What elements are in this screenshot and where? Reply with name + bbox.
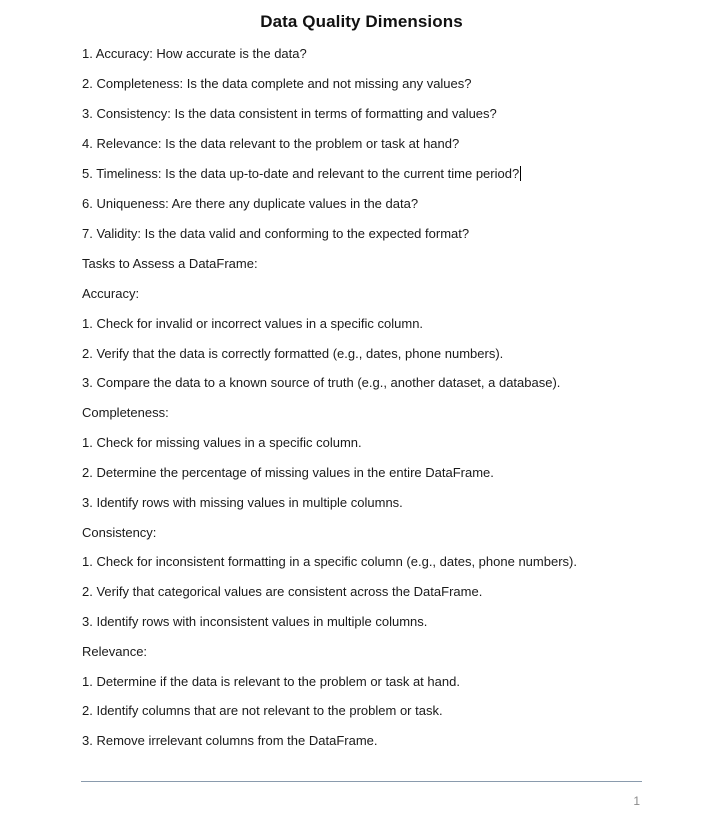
accuracy-task-2: 2. Verify that the data is correctly formatted (e.g., dates, phone numbers). (82, 346, 504, 361)
completeness-task-3: 3. Identify rows with missing values in multiple columns. (82, 495, 403, 510)
tasks-heading: Tasks to Assess a DataFrame: (82, 256, 258, 271)
completeness-task-2: 2. Determine the percentage of missing values in the entire DataFrame. (82, 465, 494, 480)
dimension-item-accuracy: 1. Accuracy: How accurate is the data? (82, 46, 307, 61)
dimension-item-timeliness-text: 5. Timeliness: Is the data up-to-date and relevant to the current time period? (82, 166, 520, 181)
text-cursor (520, 166, 521, 181)
section-heading-consistency: Consistency: (82, 525, 157, 540)
accuracy-task-3: 3. Compare the data to a known source of truth (e.g., another dataset, a database). (82, 375, 561, 390)
dimension-item-consistency: 3. Consistency: Is the data consistent in terms of formatting and values? (82, 106, 497, 121)
footer-divider (81, 781, 642, 782)
relevance-task-1: 1. Determine if the data is relevant to the problem or task at hand. (82, 674, 460, 689)
accuracy-task-1: 1. Check for invalid or incorrect values in a specific column. (82, 316, 424, 331)
section-heading-completeness: Completeness: (82, 405, 169, 420)
consistency-task-2: 2. Verify that categorical values are consistent across the DataFrame. (82, 584, 483, 599)
section-heading-relevance: Relevance: (82, 644, 148, 659)
relevance-task-2: 2. Identify columns that are not relevant to the problem or task. (82, 703, 443, 718)
dimension-item-timeliness (82, 166, 521, 182)
dimension-item-uniqueness: 6. Uniqueness: Are there any duplicate values in the data? (82, 196, 419, 211)
dimension-item-relevance: 4. Relevance: Is the data relevant to the problem or task at hand? (82, 136, 460, 151)
document-title: Data Quality Dimensions (260, 12, 463, 31)
completeness-task-1: 1. Check for missing values in a specific column. (82, 435, 362, 450)
dimension-item-validity: 7. Validity: Is the data valid and conforming to the expected format? (82, 226, 470, 241)
dimension-item-completeness: 2. Completeness: Is the data complete and not missing any values? (82, 76, 472, 91)
page-number: 1 (633, 794, 640, 808)
relevance-task-3: 3. Remove irrelevant columns from the DataFrame. (82, 733, 378, 748)
consistency-task-3: 3. Identify rows with inconsistent values in multiple columns. (82, 614, 428, 629)
section-heading-accuracy: Accuracy: (82, 286, 140, 301)
consistency-task-1: 1. Check for inconsistent formatting in a specific column (e.g., dates, phone numbers). (82, 554, 577, 569)
